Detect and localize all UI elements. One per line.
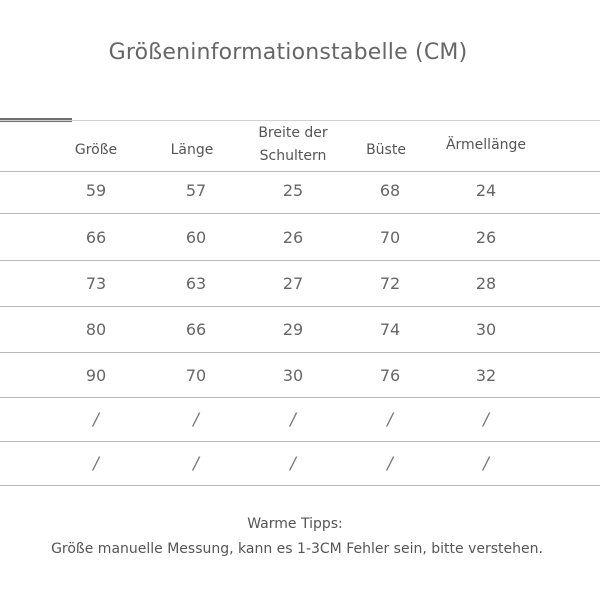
cell-shoulder-width: / — [290, 409, 296, 430]
cell-sleeve-length: 24 — [475, 181, 497, 200]
table-row — [0, 353, 600, 398]
header-sleeve-length: Ärmellänge — [445, 136, 527, 153]
cell-bust: 70 — [379, 227, 401, 247]
cell-size: / — [93, 453, 99, 474]
page-title: Größeninformationstabelle (CM) — [108, 40, 468, 65]
table-header-row — [0, 121, 600, 172]
cell-size: 90 — [85, 365, 107, 385]
cell-shoulder-width: 29 — [282, 320, 304, 339]
cell-sleeve-length: 28 — [475, 274, 497, 293]
table-row — [0, 214, 600, 261]
cell-sleeve-length: 30 — [475, 320, 497, 339]
cell-bust: / — [387, 409, 393, 430]
cell-size: 80 — [85, 320, 107, 339]
cell-sleeve-length: / — [483, 453, 489, 474]
tips-label: Warme Tipps: — [247, 516, 343, 532]
table-row — [0, 168, 600, 214]
cell-shoulder-width: 26 — [282, 227, 304, 247]
cell-length: 57 — [185, 181, 207, 200]
cell-bust: 68 — [379, 181, 401, 200]
table-row — [0, 261, 600, 307]
cell-size: 73 — [85, 274, 107, 293]
cell-sleeve-length: 26 — [475, 227, 497, 247]
cell-shoulder-width: / — [290, 453, 296, 474]
cell-length: 63 — [185, 274, 207, 293]
cell-shoulder-width: 25 — [282, 181, 304, 200]
cell-length: / — [193, 409, 199, 430]
header-size: Größe — [74, 141, 118, 158]
header-length: Länge — [170, 141, 214, 158]
cell-length: / — [193, 453, 199, 474]
cell-length: 70 — [185, 365, 207, 385]
table-row — [0, 442, 600, 486]
cell-length: 60 — [185, 227, 207, 247]
cell-size: 66 — [85, 227, 107, 247]
cell-shoulder-width: 30 — [282, 365, 304, 385]
tips-text: Größe manuelle Messung, kann es 1-3CM Fehler sein, bitte verstehen. — [51, 541, 543, 557]
cell-bust: 74 — [379, 320, 401, 339]
cell-bust: 72 — [379, 274, 401, 293]
cell-size: / — [93, 409, 99, 430]
cell-length: 66 — [185, 320, 207, 339]
cell-sleeve-length: 32 — [475, 365, 497, 385]
cell-bust: / — [387, 453, 393, 474]
cell-shoulder-width: 27 — [282, 274, 304, 293]
header-bust: Büste — [366, 141, 406, 158]
table-row — [0, 307, 600, 353]
cell-sleeve-length: / — [483, 409, 489, 430]
cell-bust: 76 — [379, 365, 401, 385]
cell-size: 59 — [85, 181, 107, 200]
table-row — [0, 398, 600, 442]
header-shoulder-width: Breite der Schultern — [258, 125, 328, 164]
